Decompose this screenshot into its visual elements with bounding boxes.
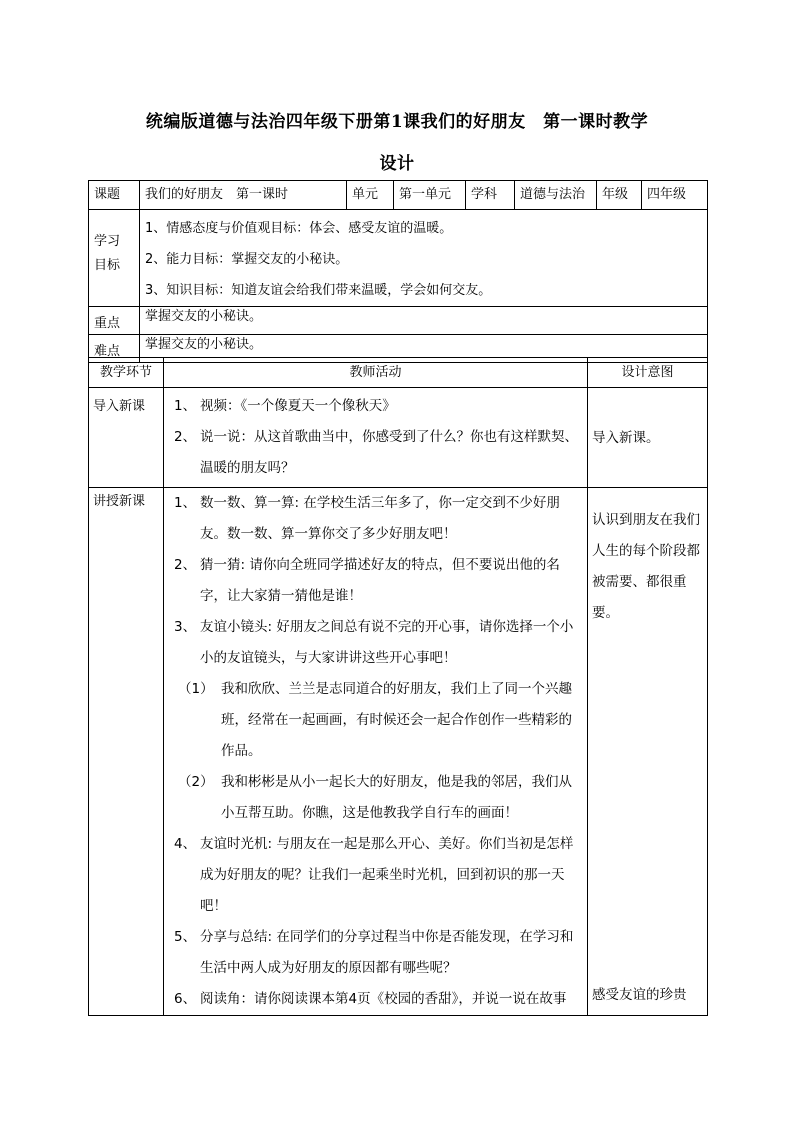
item-number: 4、 — [174, 836, 197, 852]
item-text: 阅读角：请你阅读课本第4页《校园的香甜》，并说一说在故事 — [200, 991, 567, 1007]
item-number: 6、 — [174, 991, 197, 1007]
item-text: 数一数、算一算: 在学校生活三年多了，你一定交到不少好朋友。数一数、算一算你交了多少好朋友吧！ — [200, 495, 560, 542]
lesson-value: 我们的好朋友 第一课时 — [140, 181, 347, 210]
item-text: 视频：《一个像夏天一个像秋天》 — [200, 398, 396, 414]
item-number: 1、 — [174, 398, 197, 414]
item-text: 说一说：从这首歌曲当中，你感受到了什么？你也有这样默契、温暖的朋友吗？ — [200, 429, 578, 476]
subject-label: 学科 — [466, 181, 515, 210]
goals-content — [140, 210, 708, 307]
goals-label-text: 学习目标 — [94, 234, 121, 273]
subitem-text: 我和彬彬是从小一起长大的好朋友，他是我的邻居，我们从小互帮互助。你瞧，这是他教我学自行车的画面！ — [221, 774, 572, 821]
teach-intent-text: 认识到朋友在我们人生的每个阶段都被需要、都很重要。 — [592, 512, 700, 621]
item-number: 1、 — [174, 495, 197, 511]
goal-item: 2、能力目标：掌握交友的小秘诀。 — [145, 252, 349, 267]
difficult-point-label: 难点 — [89, 335, 140, 363]
lesson-label: 课题 — [89, 181, 140, 210]
activity-item — [168, 488, 583, 550]
goal-item: 1、情感态度与价值观目标：体会、感受友谊的温暖。 — [145, 221, 453, 236]
teach-stage: 讲授新课 — [89, 488, 164, 1016]
activity-subitem — [168, 767, 583, 829]
header-stage: 教学环节 — [89, 358, 164, 388]
activity-item — [168, 422, 583, 484]
intro-intent: 导入新课。 — [588, 388, 708, 488]
subject-value: 道德与法治 — [515, 181, 597, 210]
activity-item — [168, 550, 583, 612]
activity-subitem — [168, 674, 583, 767]
teach-intent — [588, 488, 708, 1016]
key-point-value: 掌握交友的小秘诀。 — [140, 307, 708, 335]
goal-item: 3、知识目标：知道友谊会给我们带来温暖，学会如何交友。 — [145, 283, 492, 298]
teaching-process-table — [88, 357, 708, 1016]
activity-item — [168, 922, 583, 984]
grade-label: 年级 — [597, 181, 642, 210]
document-title: 统编版道德与法治四年级下册第1课我们的好朋友 第一课时教学 — [145, 112, 649, 132]
unit-value: 第一单元 — [394, 181, 466, 210]
goals-label — [89, 210, 140, 307]
subitem-text: 我和欣欣、兰兰是志同道合的好朋友，我们上了同一个兴趣班，经常在一起画画，有时候还会一起合作创作一些精彩的作品。 — [221, 681, 572, 759]
item-number: 3、 — [174, 619, 197, 635]
teach-activity — [164, 488, 588, 1016]
teach-intent-text-2: 感受友谊的珍贵 — [592, 987, 687, 1003]
intro-stage: 导入新课 — [89, 388, 164, 488]
item-number: 2、 — [174, 429, 197, 445]
item-text: 分享与总结: 在同学们的分享过程当中你是否能发现，在学习和生活中两人成为好朋友的原因都有哪些呢？ — [200, 929, 574, 976]
unit-label: 单元 — [347, 181, 394, 210]
intro-activity — [164, 388, 588, 488]
grade-value: 四年级 — [642, 181, 708, 210]
difficult-point-value: 掌握交友的小秘诀。 — [140, 335, 708, 363]
lesson-info-table — [88, 180, 708, 363]
item-text: 友谊小镜头: 好朋友之间总有说不完的开心事，请你选择一个小小的友谊镜头，与大家讲讲这些开心事吧！ — [200, 619, 574, 666]
item-text: 猜一猜: 请你向全班同学描述好友的特点，但不要说出他的名字，让大家猜一猜他是谁！ — [200, 557, 560, 604]
activity-item — [168, 391, 583, 422]
header-activity: 教师活动 — [164, 358, 588, 388]
activity-item — [168, 984, 583, 1015]
item-number: 5、 — [174, 929, 197, 945]
document-title-continued: 设计 — [379, 154, 415, 174]
activity-item — [168, 829, 583, 922]
subitem-number: （1） — [178, 681, 214, 697]
key-point-label: 重点 — [89, 307, 140, 335]
item-number: 2、 — [174, 557, 197, 573]
header-intent: 设计意图 — [588, 358, 708, 388]
item-text: 友谊时光机: 与朋友在一起是那么开心、美好。你们当初是怎样成为好朋友的呢？让我们一起乘坐时光机，回到初识的那一天吧！ — [200, 836, 574, 914]
activity-item — [168, 612, 583, 674]
subitem-number: （2） — [178, 774, 214, 790]
